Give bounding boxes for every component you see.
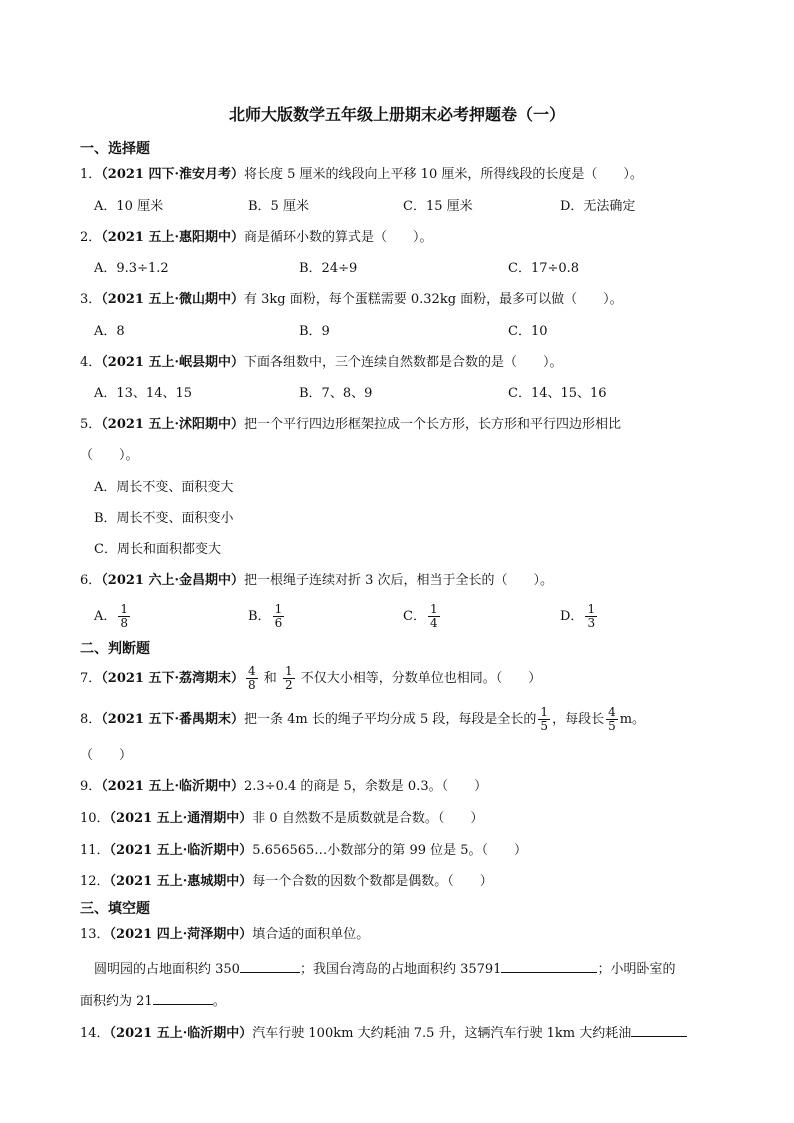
question-source: （2021 五上·沭阳期中） <box>101 417 245 432</box>
question-number: 3． <box>80 292 102 307</box>
question-text: 汽车行驶 100km 大约耗油 7.5 升，这辆汽车行驶 1km 大约耗油 <box>252 1026 632 1041</box>
question-source: （2021 五上·临沂期中） <box>101 779 245 794</box>
fraction: $\frac{1}{6}$ <box>274 602 283 630</box>
question-8: 8．（2021 五下·番禺期末）把一条 4m 长的绳子平均分成 5 段，每段是全长的 $\frac{1}{5}$ ，每段长 $\frac{4}{5}$ m。 <box>80 705 646 733</box>
q13-line-1: 圆明园的占地面积约 350 ；我国台湾岛的占地面积约 35791 ；小明卧室的 <box>94 958 675 979</box>
question-text: 每一个合数的因数个数都是偶数。（ ） <box>252 874 493 889</box>
q5-option-b: B．周长不变、面积变小 <box>94 511 234 526</box>
question-12: 12．（2021 五上·惠城期中）每一个合数的因数个数都是偶数。（ ） <box>80 874 493 889</box>
q6-option-a: A． $\frac{1}{8}$ <box>94 602 129 630</box>
question-6 <box>80 572 553 590</box>
question-number: 2． <box>80 230 102 245</box>
question-10: 10．（2021 五上·通渭期中）非 0 自然数不是质数就是合数。（ ） <box>80 811 484 826</box>
q1-option-d: D．无法确定 <box>560 199 636 214</box>
section-judge-heading: 二、判断题 <box>80 641 150 657</box>
question-source: （2021 四下·淮安月考） <box>101 167 245 182</box>
q4-option-c: C．14、15、16 <box>508 386 607 401</box>
question-number: 6． <box>80 573 102 588</box>
q5-option-c: C．周长和面积都变大 <box>94 542 221 557</box>
question-source: （2021 五上·临沂期中） <box>109 1026 253 1041</box>
fraction: $\frac{1}{5}$ <box>540 705 549 733</box>
q2-option-b: B．24÷9 <box>299 261 358 276</box>
question-source: （2021 五上·微山期中） <box>101 292 245 307</box>
q6-option-b: B． $\frac{1}{6}$ <box>248 602 283 630</box>
q13-line-2: 面积约为 21 。 <box>80 990 226 1011</box>
q1-option-b: B．5 厘米 <box>248 199 309 214</box>
question-text: 把一个平行四边形框架拉成一个长方形，长方形和平行四边形相比 <box>244 417 622 432</box>
q5-answer-bracket: （ ）。 <box>80 448 139 463</box>
answer-blank[interactable] <box>631 1022 687 1037</box>
answer-blank[interactable] <box>153 990 213 1005</box>
question-source: （2021 五上·岷县期中） <box>101 355 245 370</box>
q4-option-b: B．7、8、9 <box>299 386 373 401</box>
question-2 <box>80 229 433 247</box>
q6-option-c: C． $\frac{1}{4}$ <box>403 602 438 630</box>
question-7: 7．（2021 五下·荔湾期末） $\frac{4}{8}$ 和 $\frac{1}{2}$ 不仅大小相等，分数单位也相同。（ ） <box>80 664 542 692</box>
question-13: 13．（2021 四上·菏泽期中）填合适的面积单位。 <box>80 927 370 942</box>
fraction: $\frac{1}{3}$ <box>587 602 596 630</box>
fraction: $\frac{4}{8}$ <box>248 664 256 692</box>
question-number: 5． <box>80 417 102 432</box>
answer-blank[interactable] <box>501 958 597 973</box>
question-text: 下面各组数中，三个连续自然数都是合数的是（ ）。 <box>244 355 563 370</box>
question-5 <box>80 416 621 434</box>
question-source: （2021 五下·番禺期末） <box>101 712 245 727</box>
question-source: （2021 五上·临沂期中） <box>109 843 253 858</box>
q2-option-a: A．9.3÷1.2 <box>94 261 169 276</box>
question-text: 非 0 自然数不是质数就是合数。（ ） <box>252 811 484 826</box>
fraction: $\frac{1}{4}$ <box>429 602 438 630</box>
question-text: 填合适的面积单位。 <box>252 927 370 942</box>
q4-option-a: A．13、14、15 <box>94 386 193 401</box>
q5-option-a: A．周长不变、面积变大 <box>94 480 234 495</box>
question-1 <box>80 166 643 184</box>
question-text: 5.656565…小数部分的第 99 位是 5。（ ） <box>252 843 528 858</box>
answer-blank[interactable] <box>240 958 300 973</box>
question-text: 商是循环小数的算式是（ ）。 <box>244 230 433 245</box>
q1-option-a: A．10 厘米 <box>94 199 164 214</box>
question-number: 4． <box>80 355 102 370</box>
question-3 <box>80 291 623 309</box>
fraction: $\frac{1}{8}$ <box>120 602 129 630</box>
question-text: 把一根绳子连续对折 3 次后，相当于全长的（ ）。 <box>244 573 554 588</box>
question-text: 有 3kg 面粉，每个蛋糕需要 0.32kg 面粉，最多可以做（ ）。 <box>244 292 623 307</box>
q6-option-d: D． $\frac{1}{3}$ <box>560 602 596 630</box>
q2-option-c: C．17÷0.8 <box>508 261 580 276</box>
question-9: 9．（2021 五上·临沂期中）2.3÷0.4 的商是 5，余数是 0.3。（ ） <box>80 779 488 794</box>
question-14: 14．（2021 五上·临沂期中）汽车行驶 100km 大约耗油 7.5 升，这辆汽车行驶 1km 大约耗油 <box>80 1022 687 1043</box>
question-11: 11．（2021 五上·临沂期中）5.656565…小数部分的第 99 位是 5。（ ） <box>80 843 528 858</box>
question-text: 不仅大小相等，分数单位也相同。（ ） <box>300 671 542 686</box>
q8-answer-bracket: （ ） <box>80 748 133 763</box>
question-text: 把一条 4m 长的绳子平均分成 5 段，每段是全长的 <box>244 712 537 727</box>
section-choice-heading: 一、选择题 <box>80 141 150 157</box>
question-text: 2.3÷0.4 的商是 5，余数是 0.3。（ ） <box>244 779 488 794</box>
q3-option-a: A．8 <box>94 324 125 339</box>
q3-option-c: C．10 <box>508 324 548 339</box>
q1-option-c: C．15 厘米 <box>403 199 473 214</box>
question-source: （2021 五上·惠城期中） <box>109 874 253 889</box>
question-source: （2021 五上·惠阳期中） <box>101 230 245 245</box>
question-source: （2021 四上·菏泽期中） <box>109 927 253 942</box>
q3-option-b: B．9 <box>299 324 330 339</box>
question-4 <box>80 354 563 372</box>
section-fill-heading: 三、填空题 <box>80 901 150 917</box>
question-source: （2021 五上·通渭期中） <box>109 811 253 826</box>
fraction: $\frac{1}{2}$ <box>284 664 293 692</box>
question-text: 将长度 5 厘米的线段向上平移 10 厘米，所得线段的长度是（ ）。 <box>244 167 643 182</box>
document-title: 北师大版数学五年级上册期末必考押题卷（一） <box>228 105 565 124</box>
question-source: （2021 五下·荔湾期末） <box>101 671 245 686</box>
question-source: （2021 六上·金昌期中） <box>101 573 245 588</box>
question-number: 1． <box>80 167 102 182</box>
fraction: $\frac{4}{5}$ <box>608 705 616 733</box>
